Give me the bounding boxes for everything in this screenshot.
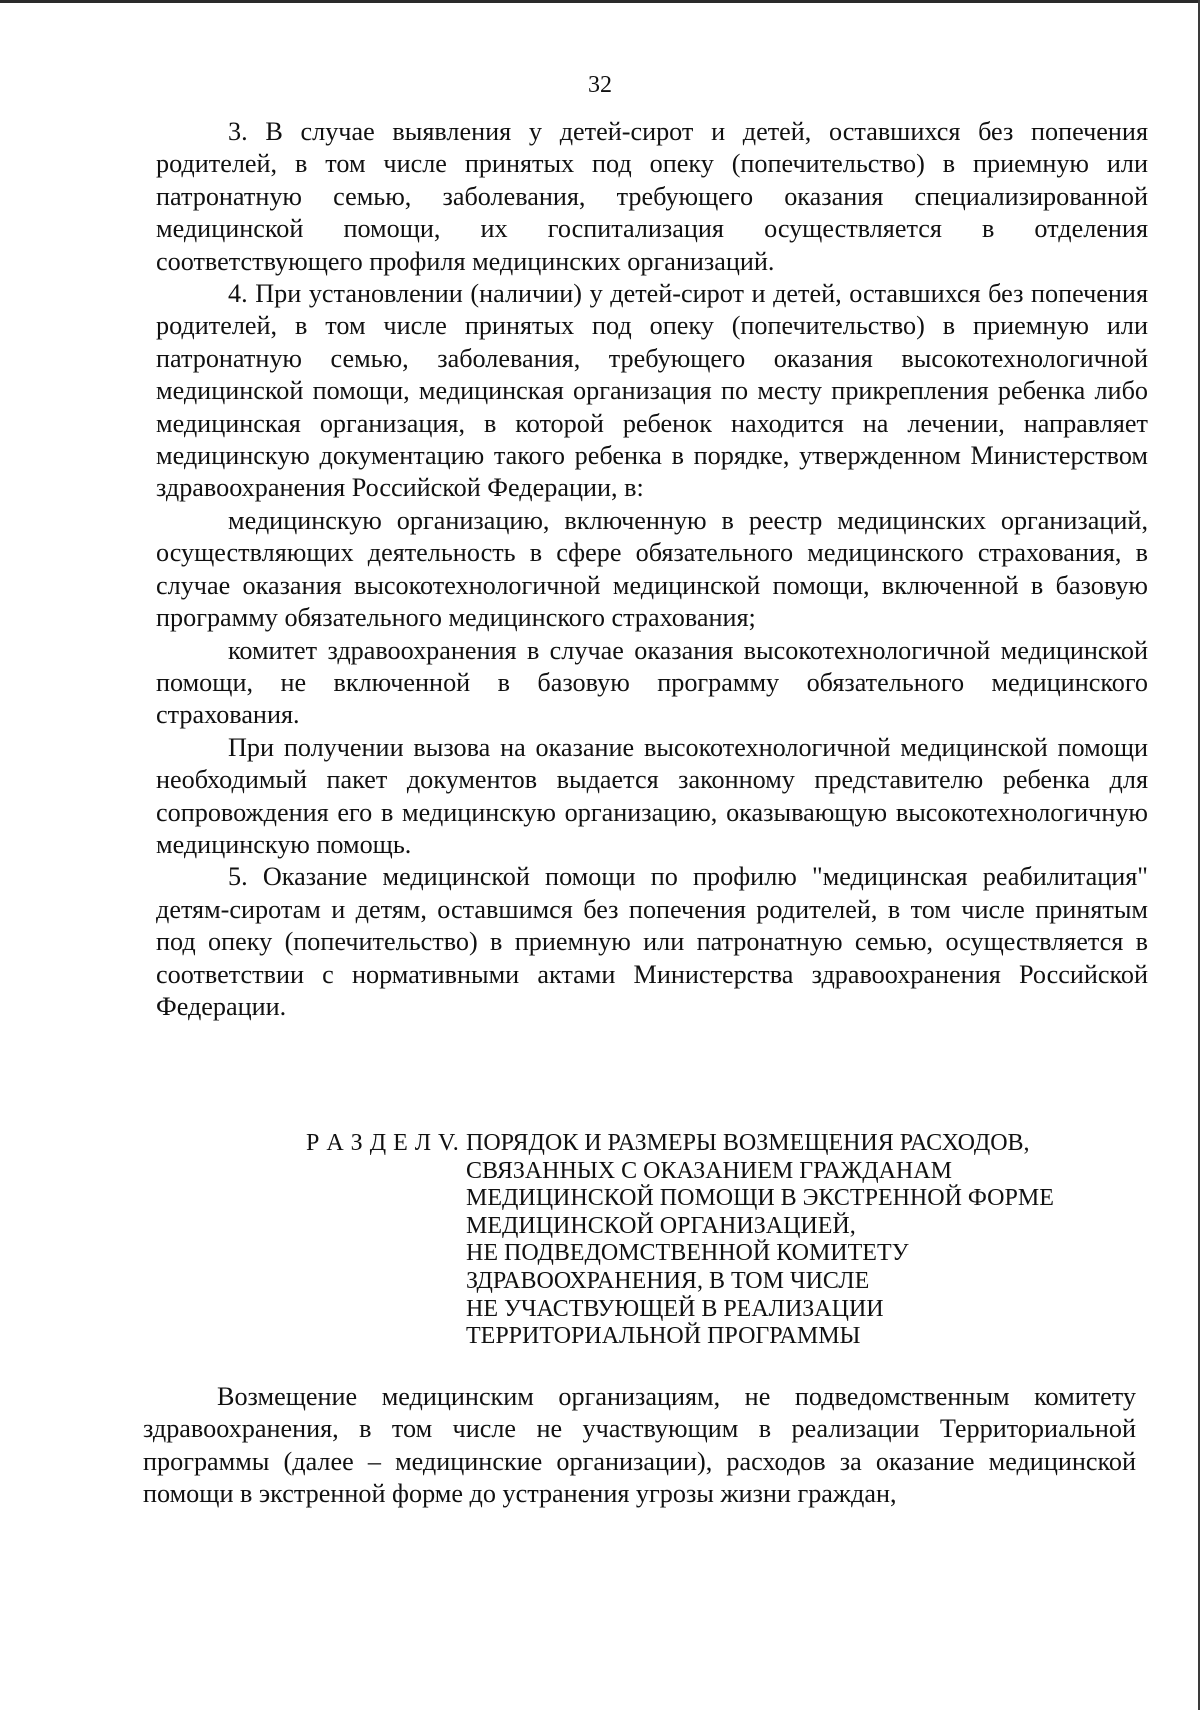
section-title-line: СВЯЗАННЫХ С ОКАЗАНИЕМ ГРАЖДАНАМ bbox=[466, 1157, 952, 1184]
body-text bbox=[156, 116, 1148, 1023]
section-title-line: НЕ ПОДВЕДОМСТВЕННОЙ КОМИТЕТУ bbox=[466, 1240, 909, 1267]
section-label: Р А З Д Е Л V. bbox=[306, 1130, 460, 1156]
section-title-line: НЕ УЧАСТВУЮЩЕЙ В РЕАЛИЗАЦИИ bbox=[466, 1295, 884, 1322]
scan-edge-top bbox=[0, 0, 1200, 3]
section-title-line: МЕДИЦИНСКОЙ ПОМОЩИ В ЭКСТРЕННОЙ ФОРМЕ bbox=[466, 1185, 1054, 1212]
tail-text bbox=[143, 1381, 1136, 1511]
section-title-line: ЗДРАВООХРАНЕНИЯ, В ТОМ ЧИСЛЕ bbox=[466, 1267, 870, 1294]
section-title-line: ТЕРРИТОРИАЛЬНОЙ ПРОГРАММЫ bbox=[466, 1323, 861, 1350]
paragraph-item-4: 4. При установлении (наличии) у детей-сирот и детей, оставшихся без попечения родителей, в том числе принятых под опеку (попечительство) в приемную или патронатную семью, заболевания, требующего оказания высокотехнологичной медицинской помощи, медицинская организация по месту прикрепления ребенка либо медицинская организация, в которой ребенок находится на лечении, направляет медицинскую документацию такого ребенка в порядке, утвержденном Министерством здравоохранения Российской Федерации, в: bbox=[156, 279, 1148, 503]
page-number: 32 bbox=[588, 72, 612, 98]
paragraph-reimbursement: Возмещение медицинским организациям, не подведомственным комитету здравоохранения, в том числе не участвующим в реализации Территориальной программы (далее – медицинские организации), расходов за оказание медицинской помощи в экстренной форме до устранения угрозы жизни граждан, bbox=[143, 1382, 1136, 1509]
section-title-line: МЕДИЦИНСКОЙ ОРГАНИЗАЦИЕЙ, bbox=[466, 1212, 856, 1239]
section-title bbox=[466, 1130, 1054, 1351]
paragraph-recipient-organization: медицинскую организацию, включенную в реестр медицинских организаций, осуществляющих деятельность в сфере обязательного медицинского страхования, в случае оказания высокотехнологичной медицинской помощи, включенной в базовую программу обязательного медицинского страхования; bbox=[156, 505, 1148, 633]
paragraph-recipient-committee: комитет здравоохранения в случае оказания высокотехнологичной медицинской помощи, не включенной в базовую программу обязательного медицинского страхования. bbox=[156, 635, 1148, 730]
paragraph-item-5: 5. Оказание медицинской помощи по профилю "медицинская реабилитация" детям-сиротам и детям, оставшимся без попечения родителей, в том числе принятым под опеку (попечительство) в приемную или патронатную семью, осуществляется в соответствии с нормативными актами Министерства здравоохранения Российской Федерации. bbox=[156, 862, 1148, 1021]
section-heading bbox=[306, 1130, 1126, 1351]
paragraph-item-3: 3. В случае выявления у детей-сирот и детей, оставшихся без попечения родителей, в том числе принятых под опеку (попечительство) в приемную или патронатную семью, заболевания, требующего оказания специализированной медицинской помощи, их госпитализация осуществляется в отделения соответствующего профиля медицинских организаций. bbox=[156, 117, 1148, 276]
section-title-line: ПОРЯДОК И РАЗМЕРЫ ВОЗМЕЩЕНИЯ РАСХОДОВ, bbox=[466, 1130, 1030, 1156]
paragraph-documents-package: При получении вызова на оказание высокотехнологичной медицинской помощи необходимый пакет документов выдается законному представителю ребенка для сопровождения его в медицинскую организацию, оказывающую высокотехнологичную медицинскую помощь. bbox=[156, 732, 1148, 859]
